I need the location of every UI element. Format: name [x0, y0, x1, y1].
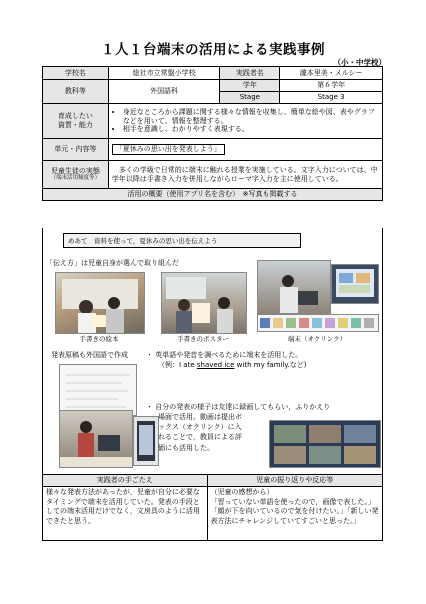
caption-picture-book: 手書きの絵本	[79, 335, 119, 343]
bullet-dictionary: ・ 英単語や発音を調べるために端末を活用した。 （例：I ate shaved ice with my family.など)	[146, 351, 307, 370]
caption-poster: 手書きのポスター	[177, 335, 229, 343]
caption-tablet: 端末（オクリンク）	[287, 335, 347, 343]
photo-picture-book	[55, 272, 145, 334]
teacher-value: 瀧本里美・メルシー	[280, 67, 383, 80]
grade-value: 第６学年	[280, 80, 383, 92]
school-level: （小・中学校）	[333, 58, 386, 67]
overview-label: 活用の概要（使用アプリ名を含む） ※写真も掲載する	[43, 189, 383, 201]
unit-label: 単元・内容等	[43, 139, 109, 161]
ability-label: 育成したい 資質・能力	[43, 104, 109, 139]
section-title-script: 発表原稿も外国語で作成	[51, 351, 128, 359]
teacher-reflection-text: 様々な発表方法があったが，児童が自分に必要なタイミングで端末を活用していた。発表の手段としての端末活用だけでなく，文房具のように活用できたと思う。	[43, 487, 208, 541]
subject-label: 教科等	[43, 80, 109, 104]
photo-recording	[59, 410, 133, 468]
photo-script-notebook	[59, 364, 137, 416]
photo-poster	[161, 272, 247, 334]
school-value: 総社市立常盤小学校	[108, 67, 220, 80]
photo-tablet-class	[257, 260, 331, 314]
overview-body	[42, 228, 383, 475]
photo-video-thumbnails	[269, 420, 381, 468]
underlined-phrase: shaved ice	[196, 361, 235, 370]
stage-value: Stage 3	[280, 92, 383, 104]
unit-cell	[108, 139, 382, 161]
goal-box: めあて 資料を使って，夏休みの思い出を伝えよう	[63, 233, 301, 248]
teacher-label: 実践者名	[220, 67, 280, 80]
section-title-choice: 「伝え方」は児童自身が選んで取り組んだ	[46, 259, 179, 267]
reflection-table	[42, 474, 383, 541]
ability-item: • 相手を意識し、わかりやすく表現する。	[123, 125, 379, 134]
bullet-recording: ・ 自分の発表の様子は友達に録画してもらい，ふりかえり 場面で活用。動画は提出ボ ックス（オクリンク）に入 れることで，教員による評 価にも活用した。	[146, 403, 331, 452]
subject-value: 外国語科	[108, 80, 220, 104]
student-reaction-header: 児童の振り返りや反応等	[207, 475, 383, 487]
ability-value	[108, 104, 382, 139]
info-table	[42, 66, 383, 201]
photo-okulink-slides	[257, 314, 379, 332]
school-label: 学校名	[43, 67, 109, 80]
usage-label: 児童生徒の実態 （端末活用頻度等）	[43, 161, 109, 189]
ability-item: • 身近なところから課題に関する様々な情報を収集し、簡単な絵や図、表やグラフなどを用いて、情報を整理する。	[123, 108, 379, 126]
unit-value: 「夏休みの思い出を発表しよう」	[112, 144, 225, 155]
teacher-reflection-header: 実践者の手ごたえ	[43, 475, 208, 487]
grade-label: 学年	[220, 80, 280, 92]
page-title: １人１台端末の活用による実践事例	[101, 42, 325, 58]
student-reaction-text: （児童の感想から） 「習っていない単語を使ったので，画像で表した。」「顔が下を向いているので気を付けたい。」「新しい発表方法にチャレンジしていてすごいと思った。」	[207, 487, 383, 541]
photo-tablet-screen	[331, 264, 379, 304]
stage-label: Stage	[220, 92, 280, 104]
usage-value: 多くの学級で日常的に端末に触れる授業を実施している。文字入力については、中学年以降は手書き入力を併用しながらローマ字入力を主に使用している。	[108, 161, 382, 189]
